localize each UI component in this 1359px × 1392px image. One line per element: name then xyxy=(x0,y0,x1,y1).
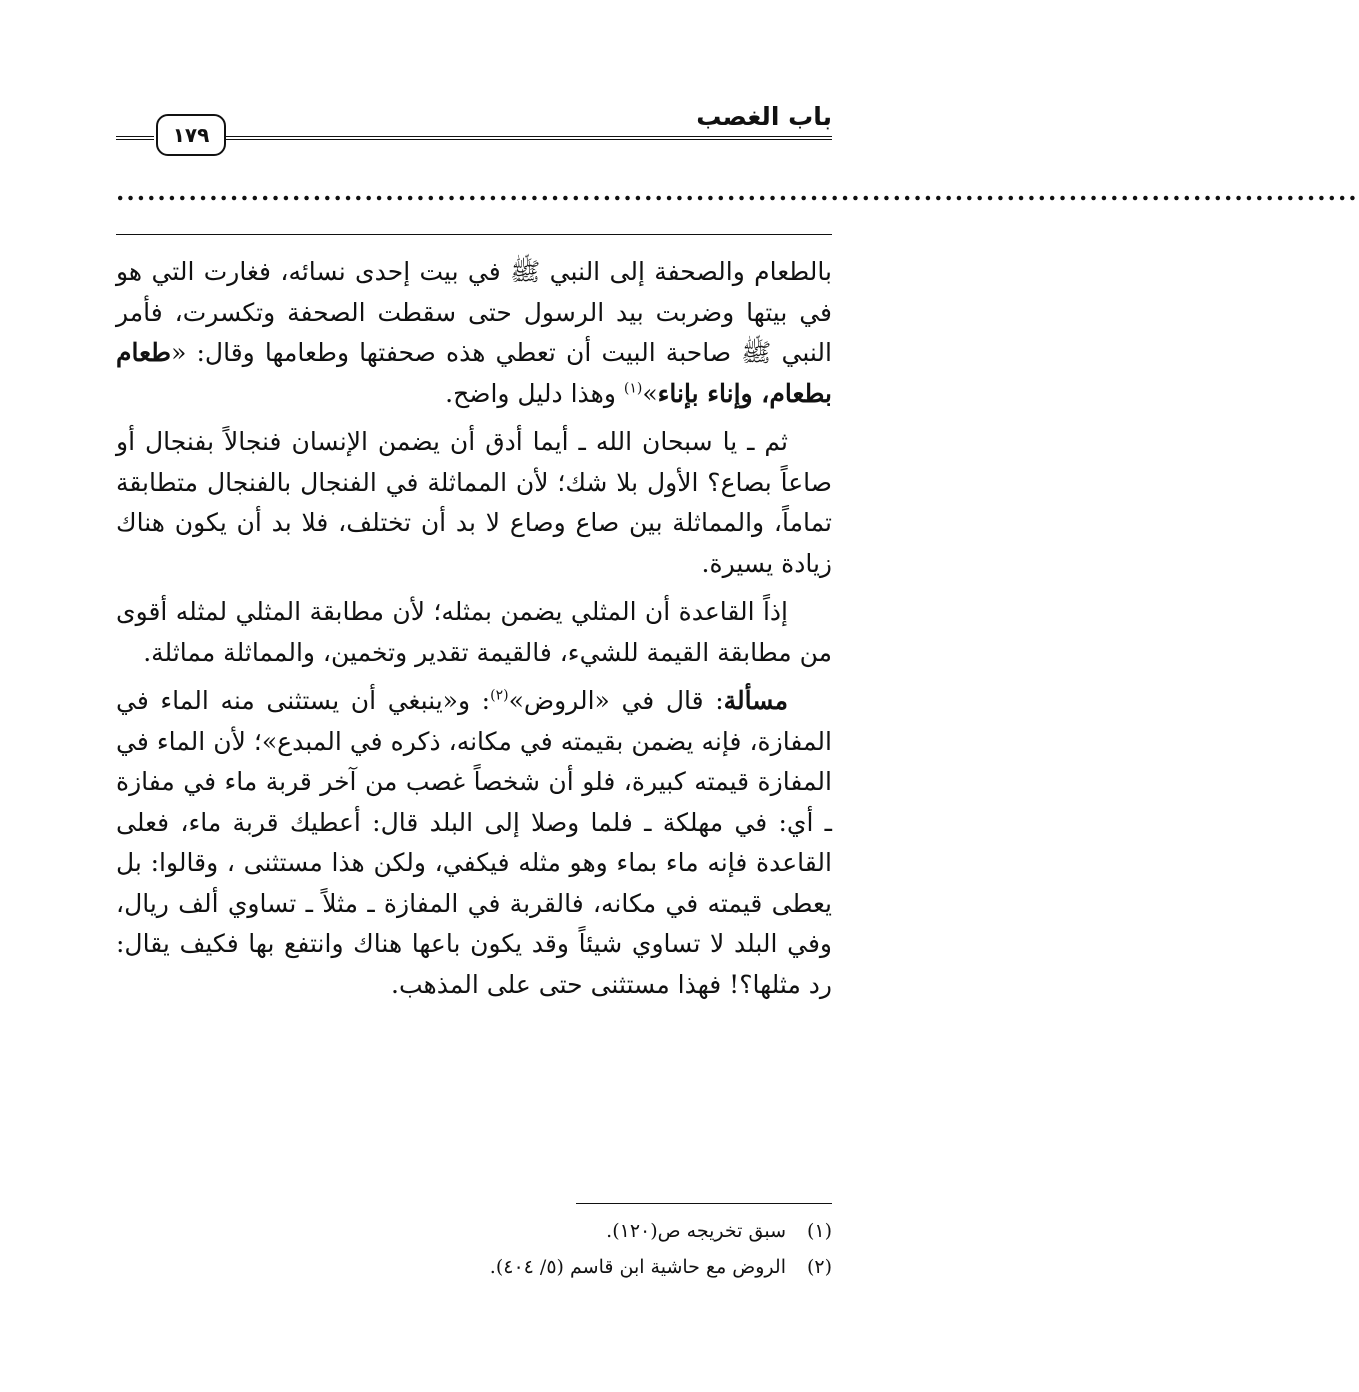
footnote-ref-2: (٢) xyxy=(490,687,509,704)
hadith-quote: طعام بطعام، وإناء بإناء xyxy=(116,338,832,408)
paragraph-4-text-a: : قال في «الروض» xyxy=(508,686,724,715)
footnote-text: الروض مع حاشية ابن قاسم (٥/ ٤٠٤). xyxy=(489,1256,786,1278)
section-rule xyxy=(116,234,832,235)
footnote-text: سبق تخريجه ص(١٢٠). xyxy=(606,1220,786,1242)
header-rule-left xyxy=(116,136,154,140)
footnote-item xyxy=(116,1213,832,1249)
footnote-rule xyxy=(576,1203,832,1204)
page-header xyxy=(116,100,832,160)
paragraph-2: ثم ـ يا سبحان الله ـ أيما أدق أن يضمن الإنسان فنجالاً بفنجال أو صاعاً بصاع؟ الأول بلا شك؛ لأن المماثلة في الفنجال بالفنجال متطابقة تماماً، والمماثلة بين صاع وصاع لا بد أن تختلف، فلا بد أن يكون هناك زيادة يسيرة. xyxy=(116,427,832,578)
footnotes xyxy=(116,1213,832,1285)
paragraph-1-text-c: وهذا دليل واضح. xyxy=(445,378,624,408)
paragraph-1-text-b: » xyxy=(642,378,658,408)
footnote-item xyxy=(116,1249,832,1285)
page-number: ١٧٩ xyxy=(156,114,226,156)
paragraph-1-text-a: بالطعام والصحفة إلى النبي ﷺ في بيت إحدى نسائه، فغارت التي هو في بيتها وضربت بيد الرسول حتى سقطت الصحفة وتكسرت، فأمر النبي ﷺ صاحبة البيت أن تعطي هذه صحفتها وطعامها وقال: « xyxy=(116,257,832,367)
header-rule xyxy=(226,136,832,140)
paragraph-3: إذاً القاعدة أن المثلي يضمن بمثله؛ لأن مطابقة المثلي لمثله أقوى من مطابقة القيمة للشيء، فالقيمة تقدير وتخمين، والمماثلة مماثلة. xyxy=(116,597,832,667)
paragraph-4-text-b: : و«ينبغي أن يستثنى منه الماء في المفازة، فإنه يضمن بقيمته في مكانه، ذكره في المبدع»؛ لأن الماء في المفازة قيمته كبيرة، فلو أن شخصاً غصب من آخر قربة ماء في مفازة ـ أي: في مهلكة ـ فلما وصلا إلى البلد قال: أعطيك قربة ماء، فعلى القاعدة فإنه ماء بماء وهو مثله فيكفي، ولكن هذا مستثنى ، وقالوا: بل يعطى قيمته في مكانه، فالقربة في المفازة ـ مثلاً ـ تساوي ألف ريال، وفي البلد لا تساوي شيئاً وقد يكون باعها هناك وانتفع بها فكيف يقال: رد مثلها؟! فهذا مستثنى حتى على المذهب. xyxy=(116,686,832,999)
issue-label: مسألة xyxy=(723,686,788,715)
chapter-title: باب الغصب xyxy=(696,102,832,131)
footnote-number: (٢) xyxy=(806,1256,832,1278)
paragraph-1 xyxy=(116,252,832,414)
footnote-number: (١) xyxy=(806,1220,832,1242)
footnote-ref-1: (١) xyxy=(623,380,643,397)
paragraph-4 xyxy=(116,681,832,1005)
dotted-separator: ........................................................................................................................ xyxy=(116,177,1359,206)
main-text xyxy=(116,252,832,1013)
